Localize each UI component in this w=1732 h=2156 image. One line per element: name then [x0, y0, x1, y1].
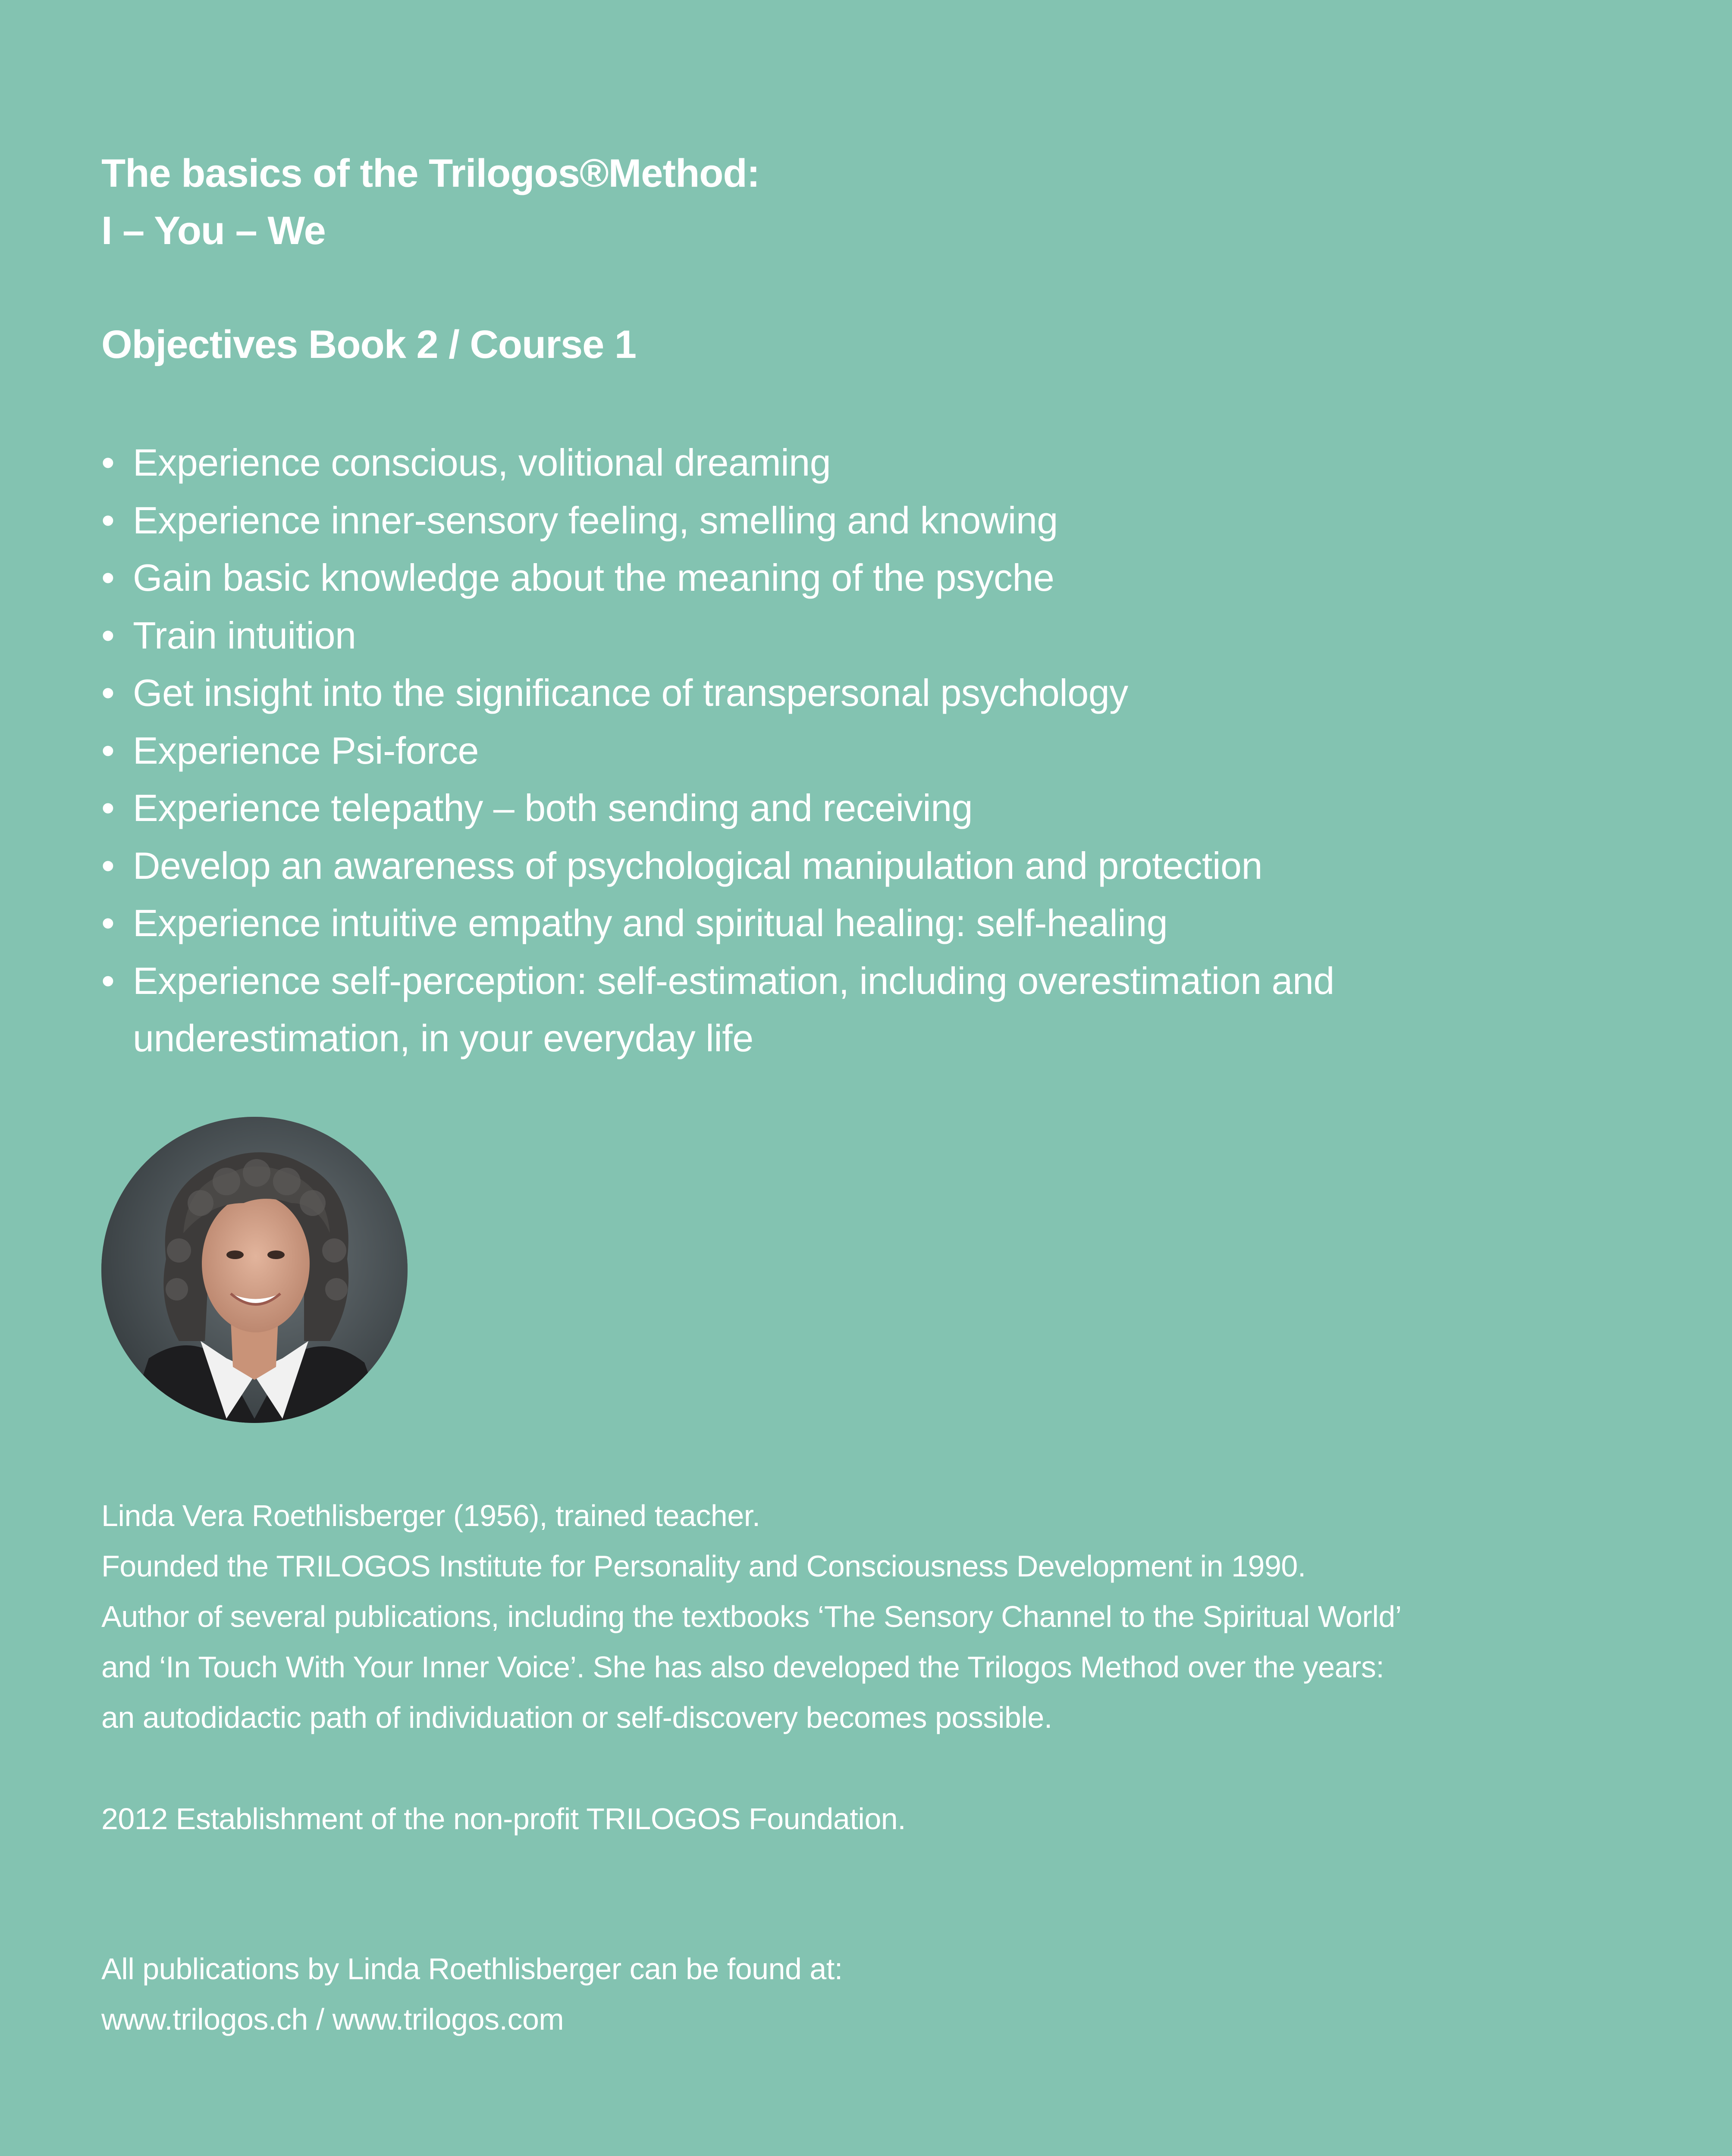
- publications-line: All publications by Linda Roethlisberger can be found at:: [101, 1952, 843, 1986]
- list-item: • Gain basic knowledge about the meaning of the psyche: [101, 549, 1334, 607]
- objectives-heading: Objectives Book 2 / Course 1: [101, 323, 637, 367]
- list-item: • Train intuition: [101, 607, 1334, 664]
- bio-line: an autodidactic path of individuation or self-discovery becomes possible.: [101, 1701, 1052, 1734]
- bullet: •: [101, 614, 115, 657]
- publications-urls: www.trilogos.ch / www.trilogos.com: [101, 2002, 564, 2036]
- list-item: • Develop an awareness of psychological manipulation and protection: [101, 837, 1334, 895]
- list-item: • Experience Psi-force: [101, 722, 1334, 780]
- author-portrait: [101, 1117, 408, 1423]
- list-item: • Get insight into the significance of transpersonal psychology: [101, 664, 1334, 722]
- objectives-list: [101, 434, 1334, 1067]
- list-item: • Experience conscious, volitional dreaming: [101, 434, 1334, 492]
- title-line-1: The basics of the Trilogos®Method:: [101, 151, 760, 195]
- bio-line: Author of several publications, including the textbooks ‘The Sensory Channel to the Spiritual World’: [101, 1600, 1402, 1633]
- bio-line: and ‘In Touch With Your Inner Voice’. She has also developed the Trilogos Method over the years:: [101, 1650, 1384, 1684]
- bullet: •: [101, 902, 115, 944]
- list-item-continuation: underestimation, in your everyday life: [133, 1017, 753, 1059]
- list-item: • Experience intuitive empathy and spiritual healing: self-healing: [101, 894, 1334, 952]
- bio-line: Founded the TRILOGOS Institute for Personality and Consciousness Development in 1990.: [101, 1549, 1306, 1583]
- title-line-2: I – You – We: [101, 209, 326, 253]
- bullet: •: [101, 441, 115, 484]
- bullet: •: [101, 556, 115, 599]
- bullet: •: [101, 498, 115, 542]
- author-bio: [101, 1491, 1402, 1743]
- list-item: • Experience inner-sensory feeling, smelling and knowing: [101, 492, 1334, 549]
- list-item: • Experience self-perception: self-estimation, including overestimation and: [101, 952, 1334, 1010]
- foundation-note: 2012 Establishment of the non-profit TRILOGOS Foundation.: [101, 1802, 906, 1836]
- bullet: •: [101, 729, 115, 772]
- bullet: •: [101, 959, 115, 1002]
- bio-line: Linda Vera Roethlisberger (1956), trained teacher.: [101, 1499, 760, 1532]
- list-item: • Experience telepathy – both sending and receiving: [101, 779, 1334, 837]
- bullet: •: [101, 844, 115, 887]
- publications-info: [101, 1944, 843, 2045]
- bullet: •: [101, 787, 115, 829]
- bullet: •: [101, 671, 115, 714]
